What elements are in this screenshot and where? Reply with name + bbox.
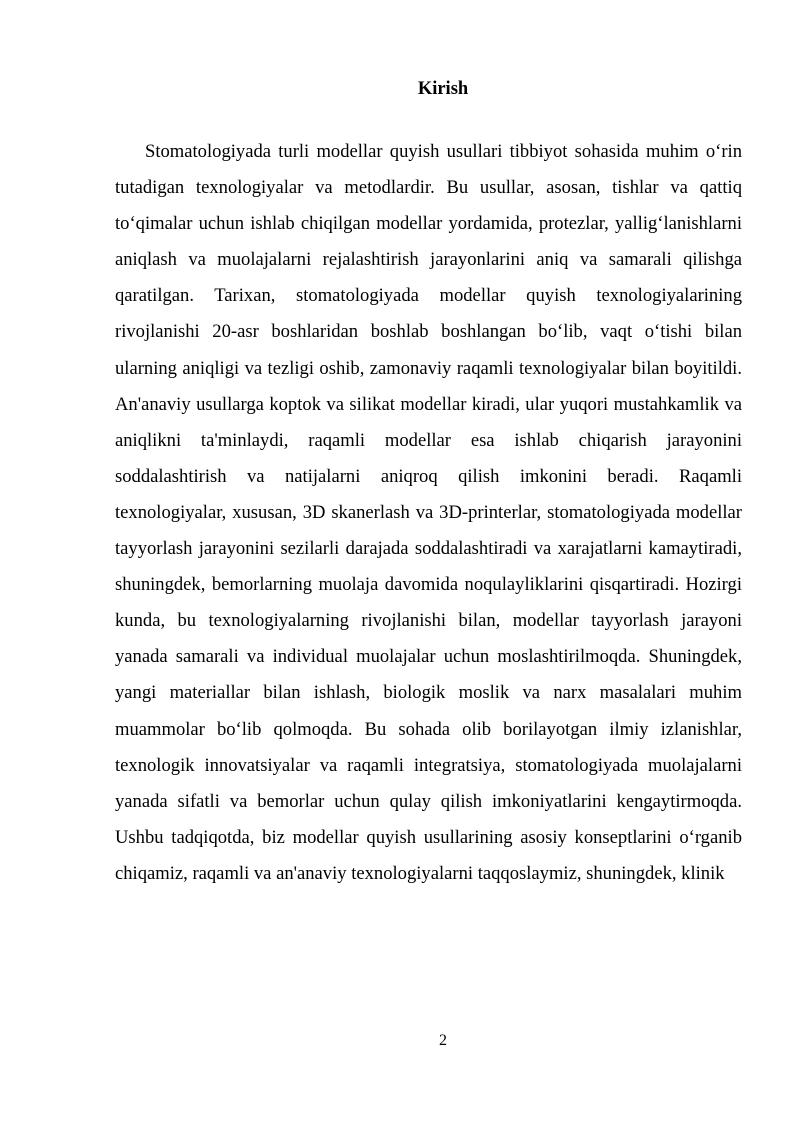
- section-title: Kirish: [417, 79, 469, 99]
- body-paragraph: Stomatologiyada turli modellar quyish usullari tibbiyot sohasida muhim oʻrin tutadigan texnologiyalar va metodlardir. Bu usullar, asosan, tishlar va qattiq toʻqimalar uchun ishlab chiqilgan modellar yordamida, protezlar, yalligʻlanishlarni aniqlash va muolajalarni rejalashtirish jarayonlarini aniq va samarali qilishga qaratilgan. Tarixan, stomatologiyada modellar quyish texnologiyalarining rivojlanishi 20-asr boshlaridan boshlab boshlangan boʻlib, vaqt oʻtishi bilan ularning aniqligi va tezligi oshib, zamonaviy raqamli texnologiyalar bilan boyitildi. An'anaviy usullarga koptok va silikat modellar kiradi, ular yuqori mustahkamlik va aniqlikni ta'minlaydi, raqamli modellar esa ishlab chiqarish jarayonini soddalashtirish va natijalarni aniqroq qilish imkonini beradi. Raqamli texnologiyalar, xususan, 3D skanerlash va 3D-printerlar, stomatologiyada modellar tayyorlash jarayonini sezilarli darajada soddalashtiradi va xarajatlarni kamaytiradi, shuningdek, bemorlarning muolaja davomida noqulayliklarini qisqartiradi. Hozirgi kunda, bu texnologiyalarning rivojlanishi bilan, modellar tayyorlash jarayoni yanada samarali va individual muolajalar uchun moslashtirilmoqda. Shuningdek, yangi materiallar bilan ishlash, biologik moslik va narx masalalari muhim muammolar boʻlib qolmoqda. Bu sohada olib borilayotgan ilmiy izlanishlar, texnologik innovatsiyalar va raqamli integratsiya, stomatologiyada muolajalarni yanada sifatli va bemorlar uchun qulay qilish imkoniyatlarini kengaytirmoqda. Ushbu tadqiqotda, biz modellar quyish usullarining asosiy konseptlarini oʻrganib chiqamiz, raqamli va an'anaviy texnologiyalarni taqqoslaymiz, shuningdek, klinik: [115, 141, 742, 884]
- page-number: 2: [439, 1032, 447, 1049]
